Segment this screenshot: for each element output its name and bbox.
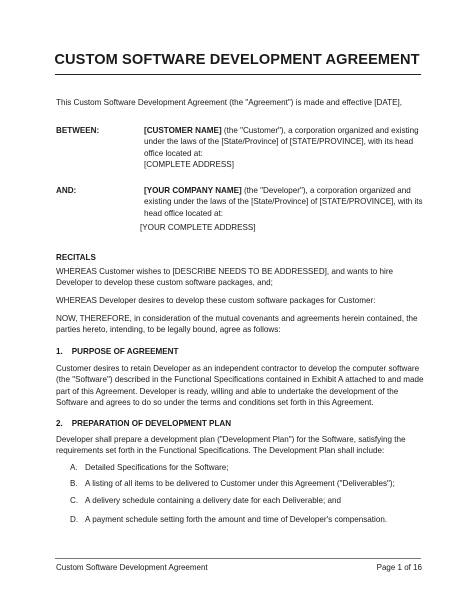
section-1-heading: 1. PURPOSE OF AGREEMENT bbox=[56, 347, 179, 356]
list-item-marker: B. bbox=[70, 479, 78, 488]
intro-paragraph: This Custom Software Development Agreement (the "Agreement") is made and effective [DATE], bbox=[56, 98, 402, 107]
section-1-body: Customer desires to retain Developer as an independent contractor to develop the computer software (the "Software") described in the Functional Specifications contained in Exhibit A attached to and made part of this Agreement. Developer is ready, willing and able to undertake the development of the Software and agrees to do so under the terms and conditions set forth in this Agreement. bbox=[56, 364, 424, 408]
footer-document-name: Custom Software Development Agreement bbox=[56, 563, 208, 572]
list-item-text: Detailed Specifications for the Software; bbox=[85, 463, 229, 472]
company-description: (the "Developer"), a corporation organized and existing under the laws of the [State/Province] of [STATE/PROVINCE], with its head office located at: bbox=[144, 186, 423, 218]
company-name: [YOUR COMPANY NAME] bbox=[144, 186, 242, 195]
list-item-marker: D. bbox=[70, 515, 79, 524]
footer-divider bbox=[55, 558, 421, 559]
company-party-paragraph bbox=[144, 185, 424, 219]
list-item-marker: C. bbox=[70, 496, 79, 505]
title-divider bbox=[55, 74, 421, 75]
customer-name: [CUSTOMER NAME] bbox=[144, 126, 222, 135]
section-2-body: Developer shall prepare a development plan ("Development Plan") for the Software, satisfying the requirements set forth in the Functional Specifications. The Development Plan shall include: bbox=[56, 435, 406, 456]
list-item-text: A payment schedule setting forth the amount and time of Developer's compensation. bbox=[85, 515, 388, 524]
list-item-marker: A. bbox=[70, 463, 78, 472]
footer-page-number: Page 1 of 16 bbox=[376, 563, 422, 572]
and-label: AND: bbox=[56, 186, 77, 195]
recital-paragraph-3: NOW, THEREFORE, in consideration of the mutual covenants and agreements herein contained, the parties hereto, intending, to be legally bound, agree as follows: bbox=[56, 314, 418, 335]
list-item bbox=[70, 462, 430, 473]
between-label: BETWEEN: bbox=[56, 126, 100, 135]
customer-description: (the "Customer"), a corporation organized and existing under the laws of the [State/Province] of [STATE/PROVINCE], with its head office located at: bbox=[144, 126, 419, 158]
list-item bbox=[70, 478, 430, 489]
list-item-text: A listing of all items to be delivered to Customer under this Agreement ("Deliverables"); bbox=[85, 479, 395, 488]
customer-address: [COMPLETE ADDRESS] bbox=[144, 160, 234, 169]
recitals-heading: RECITALS bbox=[56, 253, 96, 262]
document-title: CUSTOM SOFTWARE DEVELOPMENT AGREEMENT bbox=[54, 52, 420, 68]
list-item bbox=[70, 514, 430, 525]
list-item-text: A delivery schedule containing a delivery date for each Deliverable; and bbox=[85, 496, 342, 505]
recital-paragraph-1: WHEREAS Customer wishes to [DESCRIBE NEEDS TO BE ADDRESSED], and wants to hire Developer to develop these custom software packages, and; bbox=[56, 267, 394, 288]
section-2-heading: 2. PREPARATION OF DEVELOPMENT PLAN bbox=[56, 419, 232, 428]
customer-party-paragraph bbox=[144, 125, 424, 159]
company-address: [YOUR COMPLETE ADDRESS] bbox=[140, 223, 256, 232]
list-item bbox=[70, 495, 430, 506]
recital-paragraph-2: WHEREAS Developer desires to develop these custom software packages for Customer: bbox=[56, 296, 376, 305]
